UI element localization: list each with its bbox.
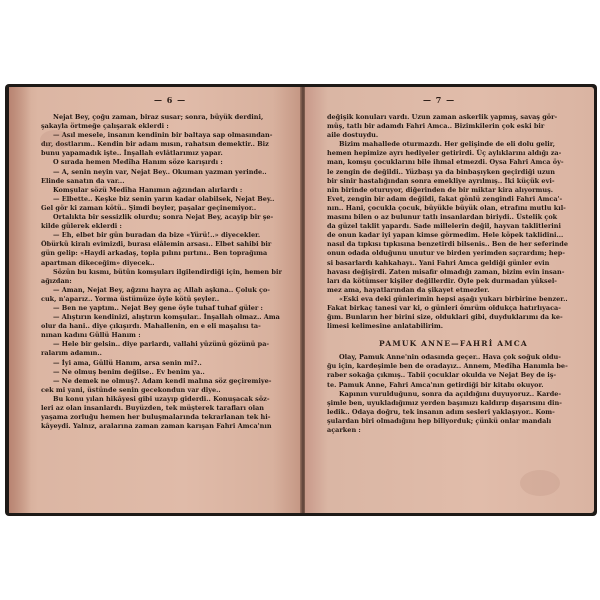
text-line: Evet, zengin bir adam değildi, fakat gönlü zengindi Fahri Amca'- bbox=[327, 194, 563, 203]
text-line: masını bilen o az bulunur tatlı insanlardan biriydi.. Üstelik çok bbox=[327, 213, 558, 222]
text-line: mez ama, hayatlarından da şikayet etmezler. bbox=[327, 285, 490, 294]
text-line: — Ben ne yaptım.. Nejat Bey gene öyle tuhaf tuhaf güler : bbox=[53, 303, 263, 312]
text-line: Gel gör ki zaman kötü.. Şimdi beyler, paşalar geçinemiyor.. bbox=[41, 203, 257, 212]
text-line: leri az olan insanlardı. Buyüzden, tek müşterek tarafları olan bbox=[41, 404, 265, 412]
left-page bbox=[9, 87, 302, 513]
text-line: olur da hani.. diye çıkışırdı. Mahallenin, en e eli maşalısı ta- bbox=[41, 322, 261, 331]
text-line: ralarım adamın.. bbox=[41, 349, 102, 358]
text-line: ğım. Bunların her birini size, olduklari gibi, duyduklarımı da ke- bbox=[327, 313, 563, 322]
text-line: limesi kelimesine anlatabilirim. bbox=[327, 322, 444, 331]
page-number-left: — 6 — bbox=[154, 95, 187, 105]
text-line: şulardan biri olmadığını hep biliyorduk; çünkü onlar mandalı bbox=[327, 416, 552, 425]
text-line: ları da kötümser kişiler değillerdir. Öyle pek durmadan yüksel- bbox=[327, 276, 557, 285]
text-line: hemen hepimize ayrı hediyeler getirirdi. Üç aylıklarını aldığı za- bbox=[327, 149, 562, 158]
text-line: Olay, Pamuk Anne'nin odasında geçer.. Hava çok soğuk oldu- bbox=[339, 353, 561, 362]
text-line: Sözün bu kısmı, bütün komşuları ilgilendirdiği için, hemen bir bbox=[53, 267, 282, 276]
text-line: Bu konu yılan hikâyesi gibi uzayıp giderdi.. Konuşacak söz- bbox=[53, 394, 270, 403]
text-line: — Ne olmuş benim değilse.. Ev benim ya.. bbox=[53, 367, 205, 376]
text-line: şimle ben, uyukladığımız yerden başımızı kaldırıp dışarısını din- bbox=[327, 398, 562, 407]
text-line: değişik konuları vardı. Uzun zaman askerlik yapmış, savaş gör- bbox=[327, 113, 558, 121]
text-line: Nejat Bey, çoğu zaman, biraz susar; sonra, büyük derdini, bbox=[53, 113, 264, 121]
text-line: Elinde sanatın da var... bbox=[41, 176, 125, 185]
text-line: Kapının vurulduğunu, sonra da açıldığını duyuyoruz.. Karde- bbox=[339, 389, 562, 398]
text-line: bunu yapamadık işte.. İnşallah evlâtlarımız yapar. bbox=[41, 149, 223, 158]
page-number-right: — 7 — bbox=[423, 95, 456, 105]
text-line: man, komşu çocuklarını bile ihmal etmezdi. Oysa Fahri Amca öy- bbox=[327, 158, 564, 167]
paper-stain bbox=[40, 130, 70, 150]
text-line: şakayla örtmeğe çalışarak eklerdi : bbox=[41, 122, 169, 131]
text-line: — Ne demek ne olmuş?. Adam kendi malına söz geçiremiye- bbox=[53, 376, 272, 385]
right-page-text-bottom bbox=[327, 353, 580, 435]
text-line: Komşular sözü Medîha Hanımın ağzından alırlardı : bbox=[53, 185, 243, 194]
text-line: — Aman, Nejat Bey, ağzını hayra aç Allah aşkına.. Çoluk ço- bbox=[53, 285, 270, 294]
text-line: si basarlardı kahkahayı.. Yani Fahri Amca geldiği günler evin bbox=[327, 258, 550, 267]
text-line: — İyi ama, Güllü Hanım, arsa senin mi?.. bbox=[53, 358, 202, 367]
text-line: raber sokağa çıkmış.. Tabii çocuklar okulda ve Nejat Bey de iş- bbox=[327, 371, 557, 380]
right-page bbox=[305, 87, 594, 513]
paper-stain bbox=[520, 470, 560, 496]
text-line: O sırada hemen Medîha Hanım söze karışırdı : bbox=[53, 158, 223, 167]
text-line: de onun kadar iyi yapan kimse görmedim. Hele köpek taklidini... bbox=[327, 231, 564, 240]
text-line: havası değişirdi. Zaten misafir olmadığı zaman, bizim evin insan- bbox=[327, 267, 565, 276]
text-line: müş, tatlı bir adamdı Fahri Amca.. Bizimkilerin çok eski bir bbox=[327, 122, 545, 131]
text-line: aile dostuydu. bbox=[327, 131, 379, 140]
text-line: te. Pamuk Anne, Fahri Amca'nın getirdiği bir kitabı okuyor. bbox=[327, 380, 544, 389]
left-page-shadow bbox=[9, 87, 31, 513]
text-line: — Asıl mesele, insanın kendinin bir baltaya sap olmasından- bbox=[53, 131, 273, 140]
text-line: Öbürkü kiralı evimizdi, burası elâlemin arsası.. Elbet sahibi bir bbox=[41, 240, 272, 249]
text-line: da güzel taklit yapardı. Sade millelerin değil, hayvan taklitlerini bbox=[327, 222, 561, 231]
text-line: — A, senin neyin var, Nejat Bey.. Okuman yazman yerinde.. bbox=[53, 167, 267, 176]
text-line: nınan kadını Güllü Hanım : bbox=[41, 331, 141, 340]
text-line: gün gelip: «Haydi arkadaş, topla pılını pırtını.. Ben toprağıma bbox=[41, 249, 268, 258]
text-line: cek mi yani, üstünde senin gecekondun var diye.. bbox=[41, 385, 221, 394]
text-line: onun odada olduğunu unutur ve birden yerimden sıçrardım; hep- bbox=[327, 249, 565, 258]
text-line: Bizim mahallede oturmazdı. Her gelişinde de eli dolu gelir, bbox=[339, 140, 555, 149]
text-line: kâyeydi. Yalnız, aralarına zaman zaman karışan Fahri Amca'nın bbox=[41, 422, 272, 431]
text-line: ledik.. Odaya doğru, tek insanın adım sesleri yaklaşıyor.. Kom- bbox=[327, 407, 555, 416]
text-line: — Alıştırın kendinizi, alıştırın komşular.. İnşallah olmaz.. Ama bbox=[53, 313, 280, 322]
text-line: Ortalıkta bir sessizlik olurdu; sonra Nejat Bey, acayip bir şe- bbox=[53, 213, 274, 222]
text-line: apartman dikeceğim» diyecek.. bbox=[41, 258, 155, 267]
text-line: ğu için, kardeşimle ben de oradayız.. Annem, Medîha Hanımla be- bbox=[327, 362, 568, 371]
text-line: — Elbette.. Keşke biz senin yarın kadar olabilsek, Nejat Bey.. bbox=[53, 194, 275, 203]
text-line: yaşama zorluğu hemen her buluşmalarında tekrarlanan tek hi- bbox=[41, 413, 271, 422]
text-line: «Eski eva deki günlerimin hepsi aşağı yukarı birbirine benzer.. bbox=[339, 294, 568, 303]
text-line: nın.. Hani, çocukla çocuk, büyükle büyük olan, etrafını mutlu kıl- bbox=[327, 203, 566, 212]
text-line: nasıl da tıpkısı tıpkısına benzetirdi bilsenis.. Ben de her seferinde bbox=[327, 240, 568, 249]
text-line: cuk, n'aparız.. Yorma üstümüze öyle kötü şeyler.. bbox=[41, 294, 220, 303]
right-page-text-top bbox=[327, 113, 580, 331]
text-line: dır, dostlarım.. Kendin bir adam mısın, rahatsın demektir.. Biz bbox=[41, 140, 269, 149]
text-line: ağızdan: bbox=[41, 276, 72, 285]
text-line: kilde gülerek eklerdi : bbox=[41, 222, 122, 231]
text-line: le zengin de değildi.. Yüzbaşı ya da binbaşıyken geçirdiği uzun bbox=[327, 167, 555, 176]
text-line: nin birinde oturuyor, diğerinden de bir miktar kira alıyormuş. bbox=[327, 185, 554, 194]
left-page-text bbox=[41, 113, 292, 431]
text-line: bir sinir hastalığından sonra emekliye ayrılmış.. İki küçük evi- bbox=[327, 176, 555, 185]
section-title: PAMUK ANNE—FAHRİ AMCA bbox=[379, 339, 528, 349]
text-line: — Hele bir gelsin.. diye parlardı, vallahi yüzünü gözünü pa- bbox=[53, 340, 270, 349]
text-line: açarken : bbox=[327, 426, 361, 434]
text-line: Fakat birkaç tanesi var ki, o günleri ömrüm oldukça hatırlıyaca- bbox=[327, 303, 561, 312]
text-line: — Eh, elbet bir gün buradan da bize «Yürü!..» diyecekler. bbox=[53, 231, 261, 240]
